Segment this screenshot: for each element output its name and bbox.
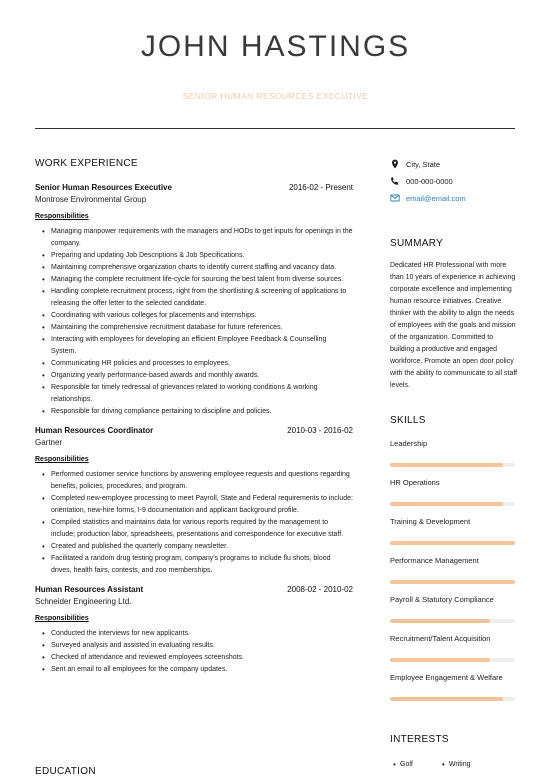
job-dates: 2010-03 - 2016-02 [287, 426, 353, 435]
skill-item [390, 673, 518, 701]
list-item: • Responsible for driving compliance pertaining to discipline and policies. [44, 406, 353, 418]
left-column [35, 158, 353, 676]
job-dates: 2016-02 - Present [288, 183, 353, 192]
skill-item [390, 439, 518, 467]
job-entry [35, 585, 353, 676]
contact-email-link[interactable]: email@email.com [406, 193, 466, 203]
job-company: Montrose Environmental Group [35, 195, 147, 204]
list-item: • Completed new-employee processing to meet Payroll, State and Federal requirements to include: orientation, new-hire forms, I-9 documentation and applicant background profile. [44, 493, 353, 517]
skills-list [390, 439, 518, 701]
interest-item: • Golf [390, 761, 413, 768]
phone-icon [390, 176, 400, 186]
job-company: Schneider Engineering Ltd. [35, 597, 132, 606]
skill-item [390, 478, 518, 506]
skill-label: Payroll & Statutory Compliance [390, 595, 494, 604]
skills-heading: SKILLS [390, 415, 426, 426]
responsibilities-list [35, 226, 353, 418]
interest-item: • Writing [439, 761, 471, 768]
skill-bar-fill [390, 463, 503, 467]
skill-bar-track [390, 463, 515, 467]
job-dates: 2008-02 - 2010-02 [287, 585, 353, 594]
skill-bar-fill [390, 541, 515, 545]
skill-bar-fill [390, 502, 503, 506]
responsibilities-list [35, 628, 353, 676]
responsibilities-label: Responsibilities [35, 213, 89, 220]
right-column [390, 158, 518, 768]
contact-phone: 000-000-0000 [406, 176, 453, 186]
job-position: Human Resources Coordinator [35, 426, 154, 435]
education-heading: EDUCATION [35, 766, 96, 777]
list-item: • Interacting with employees for developing an efficient Employee Feedback & Counselling System. [44, 334, 353, 358]
job-entry [35, 183, 353, 418]
skill-bar-track [390, 658, 515, 662]
contact-location: City, State [406, 159, 441, 169]
skill-bar-track [390, 580, 515, 584]
email-icon [390, 193, 400, 203]
resume-name: JOHN HASTINGS [140, 30, 411, 63]
list-item: • Conducted the interviews for new applicants. [44, 628, 353, 640]
work-experience-heading: WORK EXPERIENCE [35, 158, 138, 169]
skill-bar-track [390, 619, 515, 623]
interests-heading: INTERESTS [390, 734, 449, 745]
skill-label: Employee Engagement & Welfare [390, 673, 503, 682]
list-item: • Compiled statistics and maintains data for various reports required by the management to include; production labor, spreadsheets, presentations and correspondence for executive staff. [44, 517, 353, 541]
skill-label: Leadership [390, 439, 428, 448]
list-item: • Checked of attendance and reviewed employees screenshots. [44, 652, 353, 664]
skill-bar-fill [390, 658, 490, 662]
skill-item [390, 634, 518, 662]
location-pin-icon [390, 159, 400, 169]
interests-list [390, 761, 518, 768]
header-divider [35, 128, 515, 129]
skill-label: HR Operations [390, 478, 440, 487]
job-title: SENIOR HUMAN RESOURCES EXECUTIVE [182, 91, 369, 101]
skill-bar-fill [390, 580, 515, 584]
responsibilities-label: Responsibilities [35, 456, 89, 463]
contact-block [390, 158, 518, 204]
list-item: • Sent an email to all employees for the company updates. [44, 664, 353, 676]
list-item: • Facilitated a random drug testing program, company's programs to include flu shots, blood drives, health fairs, contests, and zoo memberships. [44, 553, 353, 577]
job-company: Gartner [35, 438, 63, 447]
list-item: • Organizing yearly performance-based awards and monthly awards. [44, 370, 353, 382]
list-item: • Surveyed analysis and assisted in evaluating results. [44, 640, 353, 652]
summary-heading: SUMMARY [390, 238, 444, 249]
list-item: • Handling complete recruitment process, right from the shortlisting & screening of applications to releasing the offer letter to the selected candidate. [44, 286, 353, 310]
skill-bar-track [390, 502, 515, 506]
skill-bar-track [390, 541, 515, 545]
list-item: • Responsible for timely redressal of grievances related to working conditions & working relationships. [44, 382, 353, 406]
list-item: • Preparing and updating Job Descriptions & Job Specifications. [44, 250, 353, 262]
job-position: Senior Human Resources Executive [35, 183, 172, 192]
list-item: • Coordinating with various colleges for placements and internships. [44, 310, 353, 322]
skill-bar-fill [390, 697, 503, 701]
list-item: • Maintaining the comprehensive recruitment database for future references. [44, 322, 353, 334]
summary-text: Dedicated HR Professional with more than 10 years of experience in achieving corporate excellence and implementing human resource initiatives. Creative thinker with the ability to align the needs of employees with the goals and mission of the organization. Committed to building a productive and engaged workforce. Promote an open door policy with the ability to communicate to all staff levels. [390, 262, 518, 389]
list-item: • Created and published the quarterly company newsletter. [44, 541, 353, 553]
list-item: • Managing the complete recruitment life-cycle for sourcing the best talent from diverse sources. [44, 274, 353, 286]
skill-bar-track [390, 697, 515, 701]
job-position: Human Resources Assistant [35, 585, 144, 594]
list-item: • Maintaining comprehensive organization charts to identify current staffing and vacancy data. [44, 262, 353, 274]
skill-label: Recruitment/Talent Acquisition [390, 634, 491, 643]
job-entry [35, 426, 353, 577]
skill-item [390, 556, 518, 584]
list-item: • Performed customer service functions by answering employee requests and questions regarding benefits, policies, procedures, and program. [44, 469, 353, 493]
skill-bar-fill [390, 619, 490, 623]
responsibilities-list [35, 469, 353, 577]
skill-item [390, 595, 518, 623]
skill-label: Performance Management [390, 556, 479, 565]
skill-item [390, 517, 518, 545]
responsibilities-label: Responsibilities [35, 615, 89, 622]
list-item: • Communicating HR policies and processes to employees. [44, 358, 353, 370]
skill-label: Training & Development [390, 517, 471, 526]
list-item: • Managing manpower requirements with the managers and HODs to get inputs for openings in the company. [44, 226, 353, 250]
